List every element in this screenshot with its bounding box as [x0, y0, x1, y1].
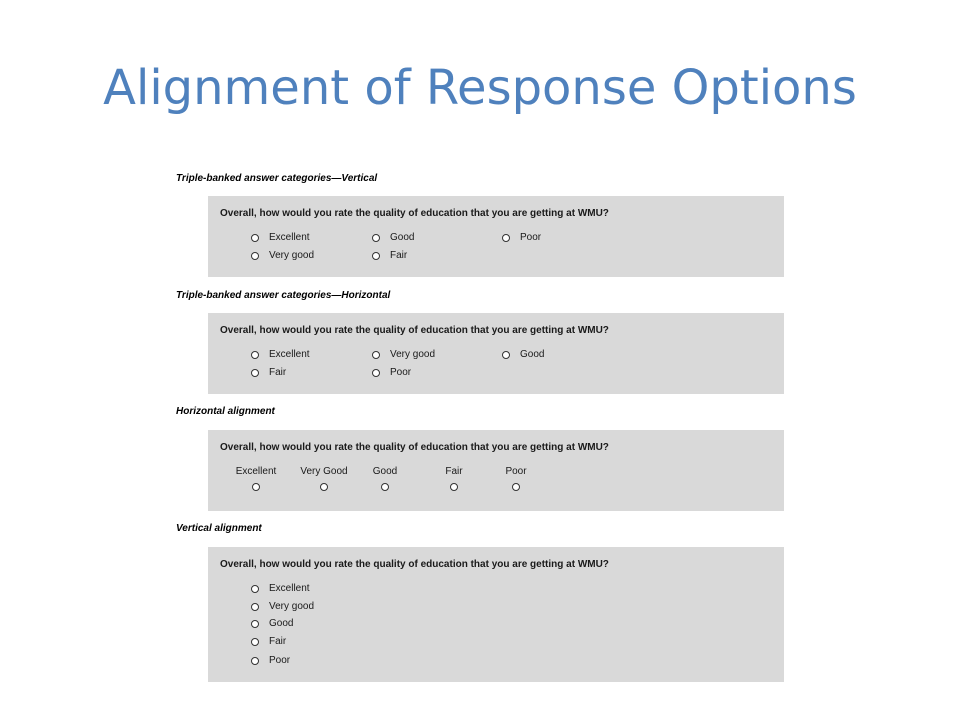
option-label: Very good: [269, 250, 315, 261]
radio-button-icon[interactable]: [372, 234, 380, 242]
option-label: Good: [520, 349, 545, 360]
option-label: Excellent: [269, 232, 310, 243]
section-label-triple-banked-horizontal: Triple-banked answer categories—Horizontal: [176, 290, 391, 301]
survey-panel-horizontal-alignment: [208, 430, 784, 511]
option-label: Very Good: [300, 466, 348, 477]
survey-panel-triple-banked-vertical: [208, 196, 784, 277]
option-fair[interactable]: [251, 636, 286, 648]
radio-button-icon[interactable]: [502, 351, 510, 359]
option-label: Poor: [505, 466, 527, 477]
option-very-good[interactable]: [251, 250, 314, 262]
question-text: Overall, how would you rate the quality of education that you are getting at WMU?: [220, 559, 609, 570]
radio-button-icon[interactable]: [252, 483, 260, 491]
radio-button-icon[interactable]: [512, 483, 520, 491]
option-fair[interactable]: [372, 250, 407, 262]
radio-button-icon[interactable]: [372, 369, 380, 377]
slide-title: Alignment of Response Options: [103, 60, 857, 116]
option-label: Good: [269, 618, 294, 629]
radio-button-icon[interactable]: [251, 657, 259, 665]
radio-button-icon[interactable]: [450, 483, 458, 491]
option-good[interactable]: [350, 466, 420, 491]
radio-button-icon[interactable]: [372, 252, 380, 260]
section-label-horizontal-alignment: Horizontal alignment: [176, 406, 275, 417]
option-label: Very good: [390, 349, 436, 360]
radio-button-icon[interactable]: [381, 483, 389, 491]
option-good[interactable]: [372, 232, 414, 244]
option-label: Excellent: [269, 583, 310, 594]
question-text: Overall, how would you rate the quality of education that you are getting at WMU?: [220, 442, 609, 453]
option-label: Poor: [269, 655, 291, 666]
radio-button-icon[interactable]: [251, 369, 259, 377]
radio-button-icon[interactable]: [251, 638, 259, 646]
option-label: Good: [372, 466, 398, 477]
survey-panel-triple-banked-horizontal: [208, 313, 784, 394]
option-good[interactable]: [502, 349, 544, 361]
option-poor[interactable]: [372, 367, 411, 379]
question-text: Overall, how would you rate the quality of education that you are getting at WMU?: [220, 325, 609, 336]
option-excellent[interactable]: [251, 232, 310, 244]
option-label: Excellent: [269, 349, 310, 360]
option-excellent[interactable]: [251, 583, 310, 595]
option-very-good[interactable]: [289, 466, 359, 491]
option-label: Fair: [269, 636, 287, 647]
radio-button-icon[interactable]: [251, 585, 259, 593]
option-very-good[interactable]: [372, 349, 435, 361]
radio-button-icon[interactable]: [251, 234, 259, 242]
radio-button-icon[interactable]: [372, 351, 380, 359]
section-label-triple-banked-vertical: Triple-banked answer categories—Vertical: [176, 173, 378, 184]
radio-button-icon[interactable]: [251, 603, 259, 611]
option-label: Poor: [390, 367, 412, 378]
radio-button-icon[interactable]: [251, 620, 259, 628]
option-excellent[interactable]: [251, 349, 310, 361]
option-poor[interactable]: [502, 232, 541, 244]
option-good[interactable]: [251, 618, 293, 630]
radio-button-icon[interactable]: [502, 234, 510, 242]
option-label: Excellent: [235, 466, 277, 477]
question-text: Overall, how would you rate the quality of education that you are getting at WMU?: [220, 208, 609, 219]
option-label: Poor: [520, 232, 542, 243]
option-label: Fair: [445, 466, 463, 477]
radio-button-icon[interactable]: [251, 252, 259, 260]
radio-button-icon[interactable]: [320, 483, 328, 491]
radio-button-icon[interactable]: [251, 351, 259, 359]
option-very-good[interactable]: [251, 601, 314, 613]
option-label: Fair: [390, 250, 408, 261]
option-poor[interactable]: [251, 655, 290, 667]
option-label: Very good: [269, 601, 315, 612]
option-label: Good: [390, 232, 415, 243]
option-fair[interactable]: [419, 466, 489, 491]
option-fair[interactable]: [251, 367, 286, 379]
section-label-vertical-alignment: Vertical alignment: [176, 523, 262, 534]
option-poor[interactable]: [481, 466, 551, 491]
option-label: Fair: [269, 367, 287, 378]
survey-panel-vertical-alignment: [208, 547, 784, 682]
option-excellent[interactable]: [221, 466, 291, 491]
